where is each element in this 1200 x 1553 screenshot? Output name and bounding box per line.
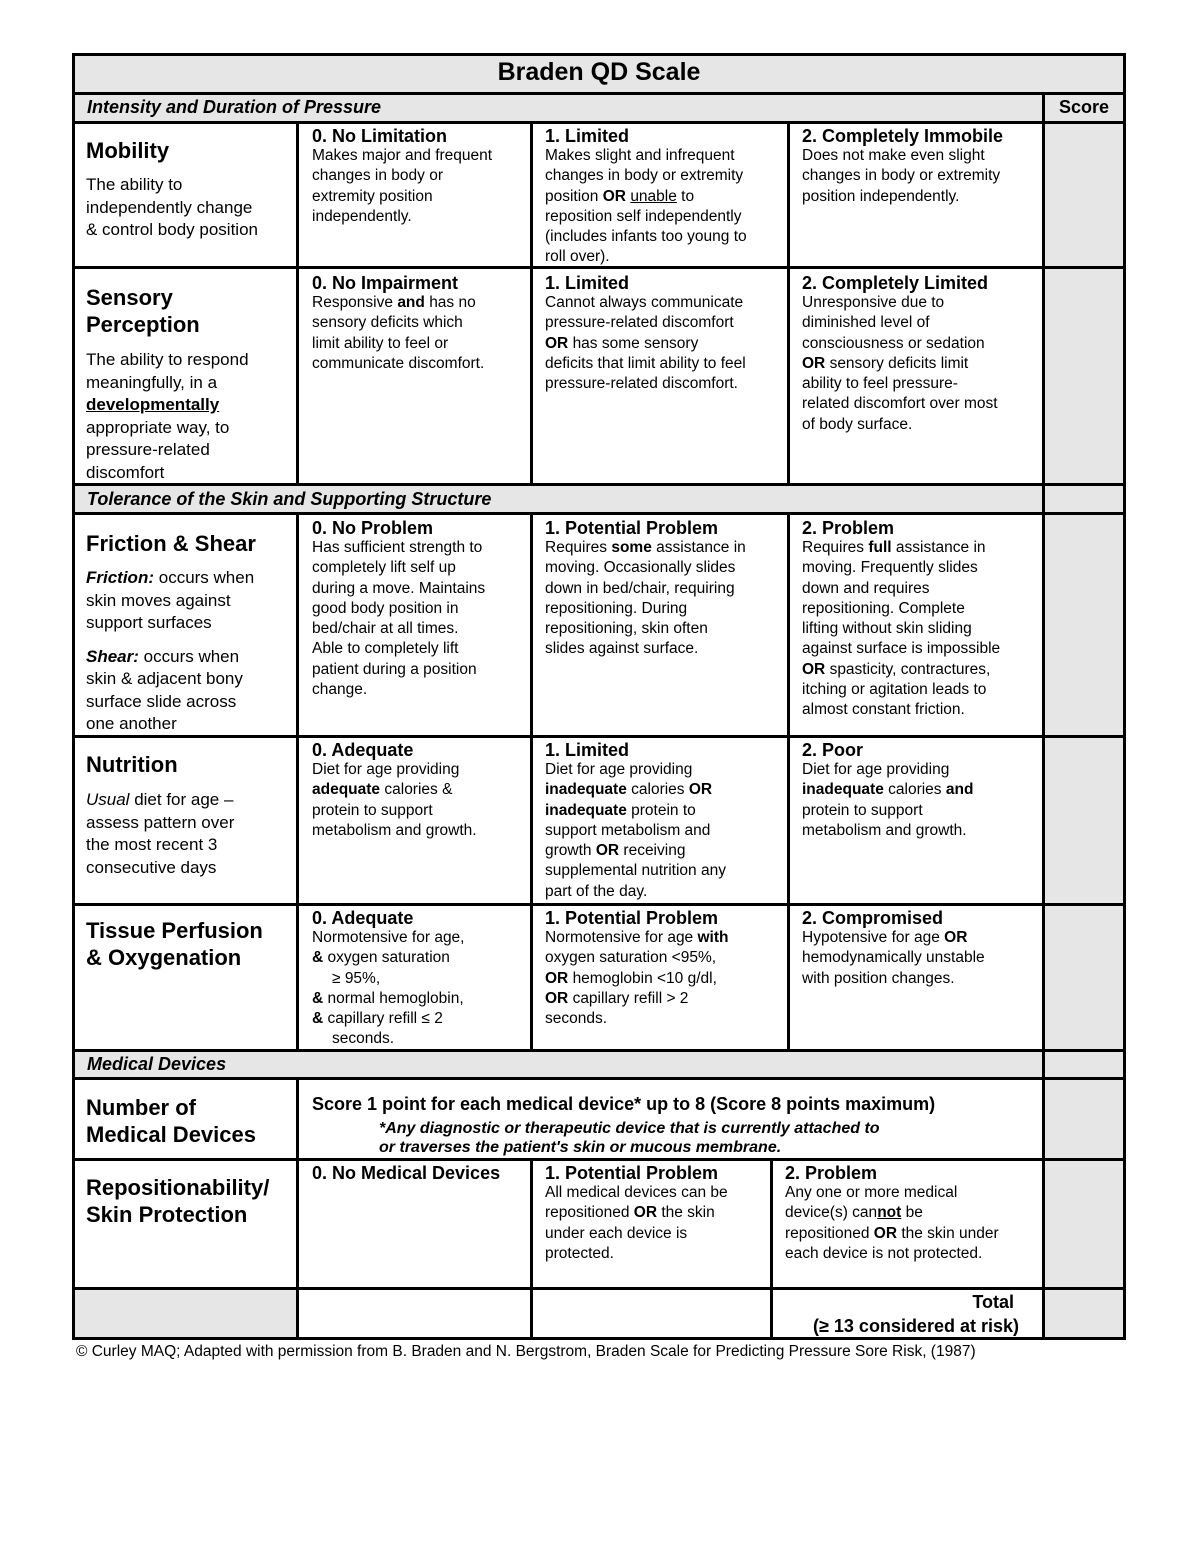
divider bbox=[530, 121, 533, 485]
divider bbox=[72, 1158, 1126, 1161]
sensory-option-0[interactable]: 0. No Impairment Responsive and has no sensory deficits which limit ability to feel or communicate discomfort. bbox=[312, 273, 485, 372]
divider bbox=[530, 512, 533, 1051]
divider bbox=[72, 1049, 1126, 1052]
divider bbox=[787, 512, 790, 1051]
device-definition-note: *Any diagnostic or therapeutic device that is currently attached to or traverses the patient's skin or mucous membrane. bbox=[379, 1120, 880, 1156]
sensory-description: The ability to respond meaningfully, in a developmentally appropriate way, to pressure-related discomfort bbox=[86, 350, 249, 482]
page-title: Braden QD Scale bbox=[497, 58, 701, 86]
divider bbox=[72, 121, 1126, 124]
mobility-option-2[interactable]: 2. Completely Immobile Does not make even slight changes in body or extremity position independently. bbox=[802, 126, 1004, 205]
nutrition-option-1[interactable]: 1. Limited Diet for age providing inadequate calories OR inadequate protein to support metabolism and growth OR receiving supplemental nutrition any part of the day. bbox=[545, 740, 726, 900]
category-friction-shear: Friction & Shear bbox=[86, 531, 256, 556]
divider bbox=[530, 1158, 533, 1338]
category-tissue-perfusion: Tissue Perfusion & Oxygenation bbox=[86, 918, 263, 970]
category-mobility: Mobility bbox=[86, 138, 170, 163]
friction-description: Friction: occurs when skin moves against support surfaces Shear: occurs when skin & adjacent bony surface slide across one another bbox=[86, 568, 255, 733]
category-repositionability: Repositionability/ Skin Protection bbox=[86, 1175, 270, 1227]
mobility-option-0[interactable]: 0. No Limitation Makes major and frequent changes in body or extremity position independently. bbox=[312, 126, 493, 225]
section-tolerance: Tolerance of the Skin and Supporting Structure bbox=[87, 489, 492, 509]
friction-option-2[interactable]: 2. Problem Requires full assistance in moving. Frequently slides down and requires repositioning. Complete lifting without skin sliding against surface is impossible OR spasticity, contractures, itching or agitation leads to almost constant friction. bbox=[802, 518, 1001, 719]
divider bbox=[1042, 93, 1045, 1338]
category-nutrition: Nutrition bbox=[86, 752, 178, 777]
reposition-option-0[interactable]: 0. No Medical Devices bbox=[312, 1163, 501, 1183]
divider bbox=[296, 1077, 299, 1338]
copyright-footer: © Curley MAQ; Adapted with permission from B. Braden and N. Bergstrom, Braden Scale for Predicting Pressure Sore Risk, (1987) bbox=[76, 1343, 976, 1360]
nutrition-description: Usual diet for age – assess pattern over the most recent 3 consecutive days bbox=[86, 790, 235, 877]
category-number-of-devices: Number of Medical Devices bbox=[86, 1095, 256, 1147]
nutrition-option-2[interactable]: 2. Poor Diet for age providing inadequate calories and protein to support metabolism and growth. bbox=[802, 740, 974, 839]
sensory-option-2[interactable]: 2. Completely Limited Unresponsive due to diminished level of consciousness or sedation OR sensory deficits limit ability to feel pressure- related discomfort over most of body surface. bbox=[802, 273, 998, 433]
sensory-option-1[interactable]: 1. Limited Cannot always communicate pressure-related discomfort OR has some sensory deficits that limit ability to feel pressure-related discomfort. bbox=[545, 273, 746, 393]
divider bbox=[72, 1077, 1126, 1080]
reposition-option-1[interactable]: 1. Potential Problem All medical devices can be repositioned OR the skin under each device is protected. bbox=[545, 1163, 728, 1262]
risk-threshold-note: (≥ 13 considered at risk) bbox=[813, 1316, 1019, 1336]
friction-option-0[interactable]: 0. No Problem Has sufficient strength to completely lift self up during a move. Maintains good body position in bed/chair at all times. Able to completely lift patient during a position change. bbox=[312, 518, 486, 699]
divider bbox=[787, 121, 790, 485]
nutrition-option-0[interactable]: 0. Adequate Diet for age providing adequate calories & protein to support metabolism and growth. bbox=[312, 740, 477, 839]
category-sensory-perception: Sensory Perception bbox=[86, 285, 200, 337]
divider bbox=[72, 512, 1126, 515]
divider bbox=[72, 903, 1126, 906]
mobility-option-1[interactable]: 1. Limited Makes slight and infrequent changes in body or extremity position OR unable to reposition self independently (includes infants too young to roll over). bbox=[545, 126, 747, 266]
score-header: Score bbox=[1058, 97, 1110, 117]
device-count-instruction: Score 1 point for each medical device* up to 8 (Score 8 points maximum) bbox=[312, 1094, 936, 1114]
mobility-description: The ability to independently change & control body position bbox=[86, 175, 258, 239]
total-label: Total bbox=[972, 1292, 1014, 1312]
divider bbox=[72, 92, 1126, 95]
section-devices: Medical Devices bbox=[87, 1054, 227, 1074]
perfusion-option-1[interactable]: 1. Potential Problem Normotensive for age with oxygen saturation <95%, OR hemoglobin <10 g/dl, OR capillary refill > 2 seconds. bbox=[545, 908, 729, 1028]
perfusion-option-2[interactable]: 2. Compromised Hypotensive for age OR hemodynamically unstable with position changes. bbox=[802, 908, 985, 987]
perfusion-option-0[interactable]: 0. Adequate Normotensive for age, & oxygen saturation ≥ 95%, & normal hemoglobin, & capillary refill ≤ 2 seconds. bbox=[312, 908, 465, 1048]
section-intensity: Intensity and Duration of Pressure bbox=[87, 97, 382, 117]
divider bbox=[296, 512, 299, 1051]
divider bbox=[72, 1287, 1126, 1290]
friction-option-1[interactable]: 1. Potential Problem Requires some assistance in moving. Occasionally slides down in bed/chair, requiring repositioning. During repositioning, skin often slides against surface. bbox=[545, 518, 746, 658]
reposition-option-2[interactable]: 2. Problem Any one or more medical device(s) cannot be repositioned OR the skin under each device is not protected. bbox=[785, 1163, 999, 1262]
divider bbox=[296, 121, 299, 485]
